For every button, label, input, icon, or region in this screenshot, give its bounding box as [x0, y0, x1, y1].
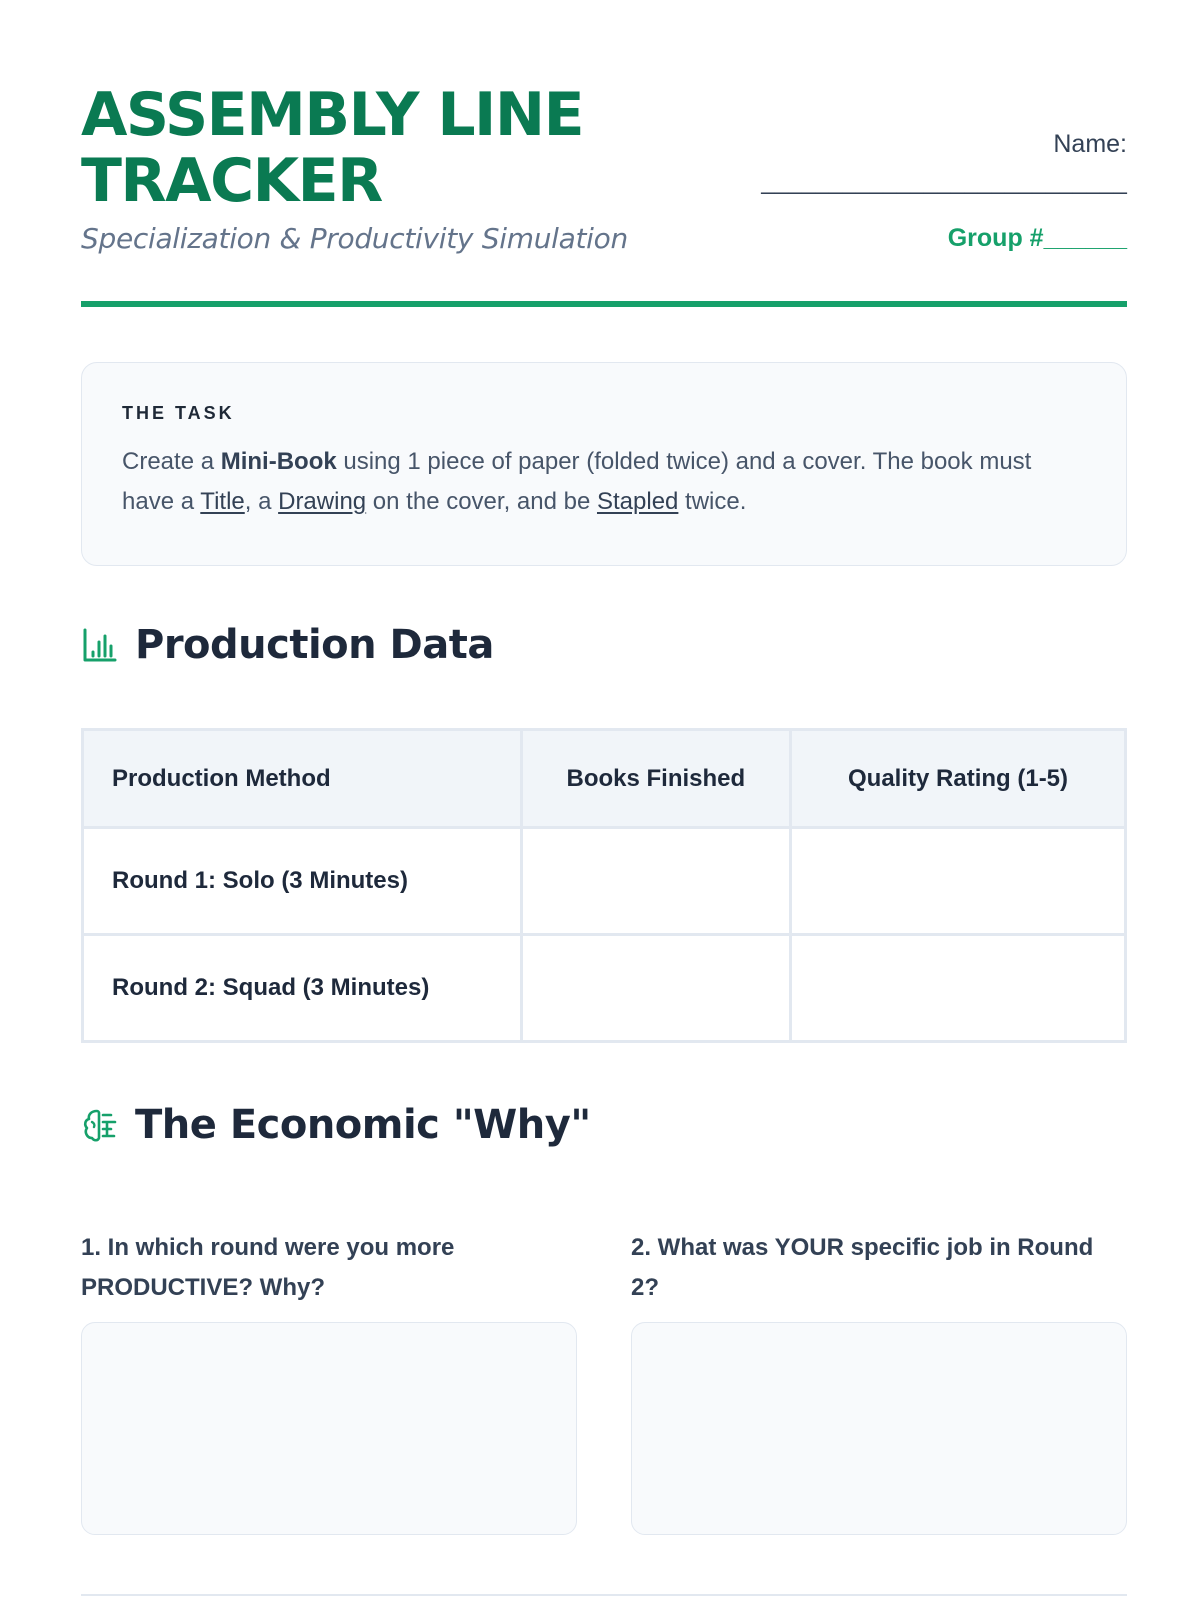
- bar-chart-icon: [81, 626, 119, 664]
- question-2: [631, 1228, 1127, 1308]
- name-label: Name:: [1053, 130, 1127, 158]
- row-method-round-2: Round 2: Squad (3 Minutes): [83, 935, 522, 1042]
- question-1: [81, 1228, 577, 1308]
- table-row: [83, 935, 1126, 1042]
- task-text-part: Create a: [122, 448, 221, 475]
- table-header-row: [83, 730, 1126, 828]
- task-description: [122, 442, 1086, 522]
- question-2-text: 2. What was YOUR specific job in Round 2?: [631, 1234, 1094, 1301]
- quality-rating-input-round-2[interactable]: [791, 935, 1126, 1042]
- drawing-requirement: Drawing: [278, 488, 367, 515]
- quality-rating-input-round-1[interactable]: [791, 828, 1126, 935]
- task-text-part: twice.: [678, 488, 747, 515]
- economic-why-heading: [81, 1102, 591, 1148]
- column-header-books: Books Finished: [521, 730, 790, 828]
- books-finished-input-round-1[interactable]: [521, 828, 790, 935]
- bottom-divider: [81, 1594, 1127, 1596]
- task-kicker: THE TASK: [122, 403, 235, 423]
- production-table: [81, 728, 1127, 1043]
- task-text-part: using 1 piece of paper (folded twice) and a cover. The book must have a: [122, 448, 1032, 515]
- name-field[interactable]: ___________________________: [761, 168, 1127, 195]
- stapled-requirement: Stapled: [596, 488, 679, 515]
- worksheet-page: [81, 0, 1127, 1600]
- production-data-title: Production Data: [135, 622, 494, 668]
- mini-book-term: Mini-Book: [220, 448, 337, 475]
- column-header-quality: Quality Rating (1-5): [791, 730, 1126, 828]
- worksheet-title: [81, 82, 701, 214]
- task-box: [81, 362, 1127, 566]
- table-row: [83, 828, 1126, 935]
- question-1-answer-box[interactable]: [81, 1322, 577, 1535]
- worksheet-header: [81, 82, 1127, 312]
- column-header-method: Production Method: [83, 730, 522, 828]
- task-text-part: , a: [244, 488, 279, 515]
- title-line-1: ASSEMBLY LINE: [81, 80, 584, 150]
- question-2-answer-box[interactable]: [631, 1322, 1127, 1535]
- title-requirement: Title: [200, 488, 245, 515]
- header-divider: [81, 301, 1127, 307]
- economic-why-title: The Economic "Why": [135, 1102, 591, 1148]
- row-method-round-1: Round 1: Solo (3 Minutes): [83, 828, 522, 935]
- question-1-text: 1. In which round were you more PRODUCTIVE? Why?: [81, 1234, 455, 1301]
- group-number-field[interactable]: Group #______: [947, 224, 1127, 252]
- production-data-heading: [81, 622, 494, 668]
- task-text-part: on the cover, and be: [366, 488, 597, 515]
- brain-icon: [81, 1106, 119, 1144]
- worksheet-subtitle: Specialization & Productivity Simulation: [81, 222, 628, 255]
- books-finished-input-round-2[interactable]: [521, 935, 790, 1042]
- title-line-2: TRACKER: [81, 146, 382, 216]
